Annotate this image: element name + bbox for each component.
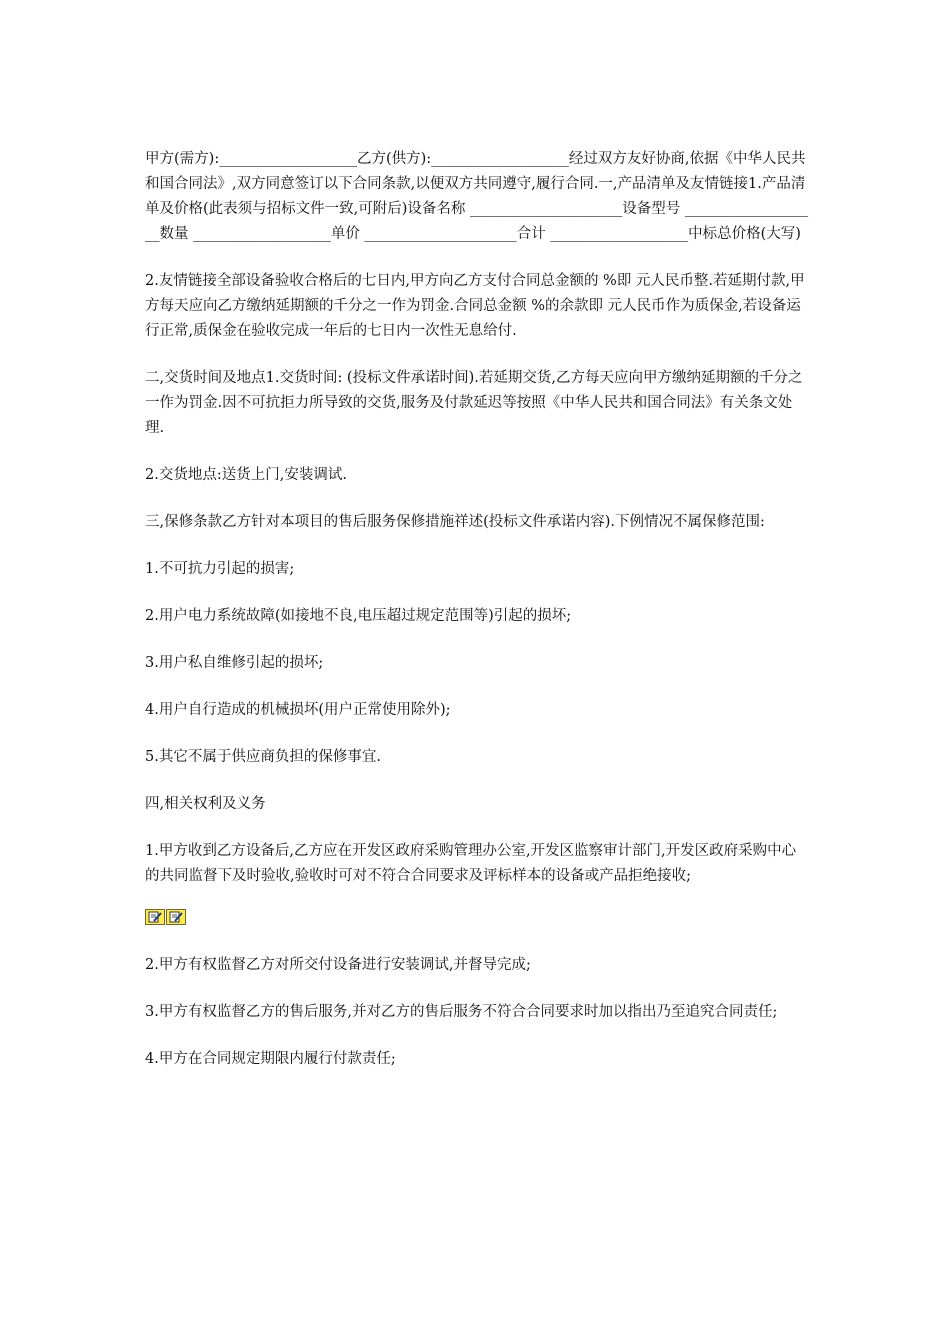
embedded-icons [145,909,810,929]
warranty-item-3: 3.用户私自维修引起的损坏; [145,655,324,671]
delivery-time-paragraph: 二,交货时间及地点1.交货时间: (投标文件承诺时间).若延期交货,乙方每天应向甲方缴纳延期额的千分之一作为罚金.因不可抗拒力所导致的交货,服务及付款延迟等按照《中华人民共和国合同法》有关条文处理. [145,370,803,436]
document-edit-icon[interactable] [145,909,165,925]
rights-heading: 四,相关权利及义务 [145,796,266,812]
payment-paragraph: 2.友情链接全部设备验收合格后的七日内,甲方向乙方支付合同总金额的 %即 元人民币整.若延期付款,甲方每天应向乙方缴纳延期额的千分之一作为罚金.合同总金额 %的余款即 元人民币作为质保金,若设备运行正常,质保金在验收完成一年后的七日内一次性无息给付. [145,273,805,339]
warranty-item-2: 2.用户电力系统故障(如接地不良,电压超过规定范围等)引起的损坏; [145,608,572,624]
warranty-item-1: 1.不可抗力引起的损害; [145,561,295,577]
warranty-item-5: 5.其它不属于供应商负担的保修事宜. [145,749,381,765]
contract-document [145,147,810,1094]
rights-item-4: 4.甲方在合同规定期限内履行付款责任; [145,1051,396,1067]
intro-paragraph: 甲方(需方):___________________乙方(供方):___________________经过双方友好协商,依据《中华人民共和国合同法》,双方同意签订以下合同条款,以便双方共同遵守,履行合同.一,产品清单及友情链接1.产品清单及价格(此表须与招标文件一致,可附后)设备名称 _____________________设备型号 ___________________数量 ___________________单价 _____________________合计 ___________________中标总价格(大写) [145,151,809,242]
rights-item-2: 2.甲方有权监督乙方对所交付设备进行安装调试,并督导完成; [145,957,531,973]
warranty-paragraph: 三,保修条款乙方针对本项目的售后服务保修措施祥述(投标文件承诺内容).下例情况不属保修范围: [145,514,765,530]
delivery-place-paragraph: 2.交货地点:送货上门,安装调试. [145,467,347,483]
warranty-item-4: 4.用户自行造成的机械损坏(用户正常使用除外); [145,702,451,718]
rights-item-3: 3.甲方有权监督乙方的售后服务,并对乙方的售后服务不符合合同要求时加以指出乃至追究合同责任; [145,1004,778,1020]
document-edit-icon[interactable] [166,909,186,925]
rights-item-1: 1.甲方收到乙方设备后,乙方应在开发区政府采购管理办公室,开发区监察审计部门,开发区政府采购中心的共同监督下及时验收,验收时可对不符合合同要求及评标样本的设备或产品拒绝接收; [145,843,797,884]
